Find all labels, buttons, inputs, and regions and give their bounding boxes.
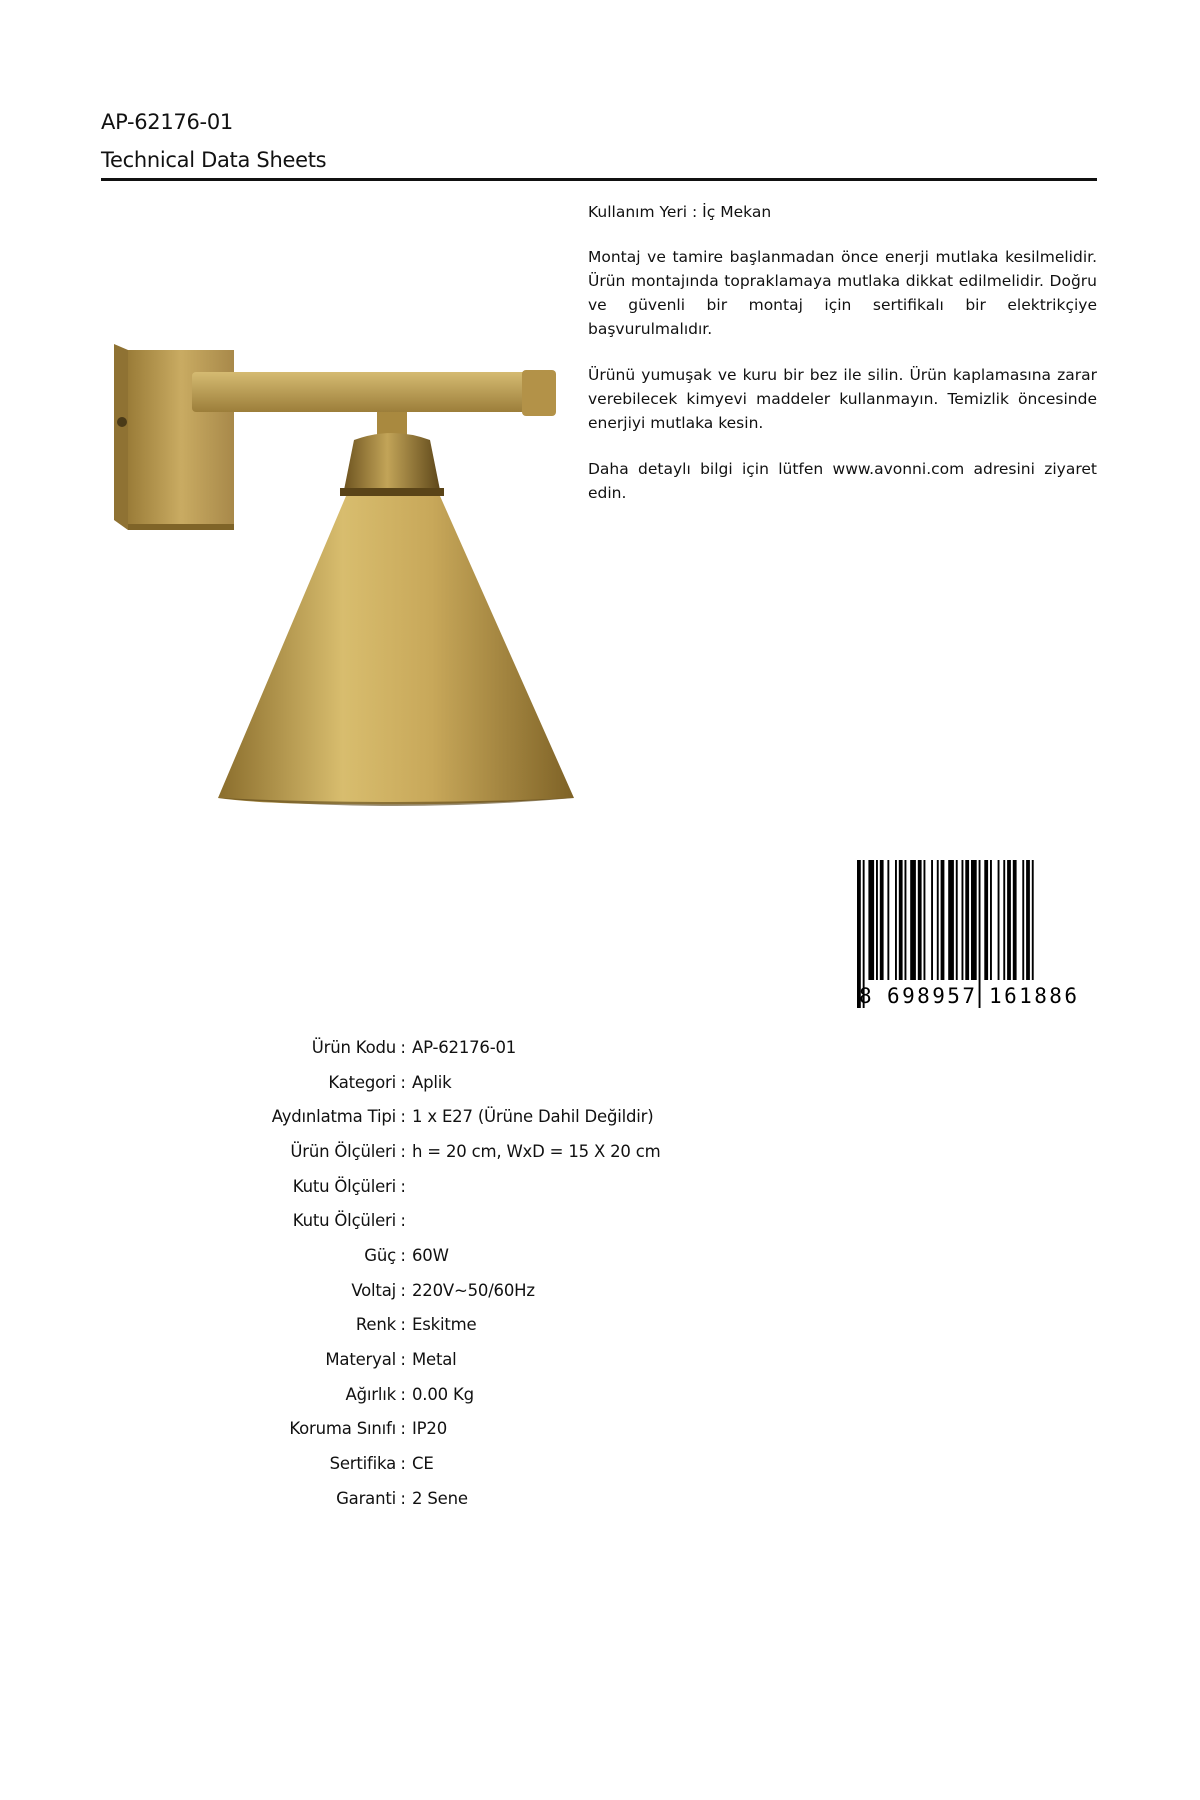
spec-separator: : bbox=[400, 1350, 406, 1370]
barcode-bar bbox=[937, 860, 939, 980]
spec-row bbox=[200, 1134, 760, 1169]
spec-row bbox=[200, 1412, 760, 1447]
barcode-bar bbox=[965, 860, 969, 980]
spec-separator: : bbox=[400, 1315, 406, 1335]
spec-value: IP20 bbox=[412, 1419, 448, 1439]
barcode-bar bbox=[1003, 860, 1005, 980]
spec-value: 2 Sene bbox=[412, 1488, 468, 1508]
spec-label: Renk bbox=[355, 1315, 396, 1335]
spec-row bbox=[200, 1099, 760, 1134]
barcode-bar bbox=[880, 860, 884, 980]
spec-label: Voltaj bbox=[351, 1280, 396, 1300]
barcode-bar bbox=[905, 860, 907, 980]
barcode-bar bbox=[876, 860, 878, 980]
spec-row bbox=[200, 1273, 760, 1308]
spec-separator: : bbox=[400, 1280, 406, 1300]
spec-row bbox=[200, 1065, 760, 1100]
spec-row bbox=[200, 1481, 760, 1516]
spec-label: Kutu Ölçüleri bbox=[292, 1176, 396, 1196]
spec-label: Materyal bbox=[325, 1350, 396, 1370]
barcode-bar bbox=[956, 860, 958, 980]
spec-value: 0.00 Kg bbox=[412, 1384, 474, 1404]
safety-paragraph: Montaj ve tamire başlanmadan önce enerji mutlaka kesilmelidir. Ürün montajında topraklamaya mutlaka dikkat edilmelidir. Doğru ve güvenli bir montaj için sertifikalı bir elektrikçiye başvurulmalıdır. bbox=[588, 248, 1097, 338]
barcode-bar bbox=[998, 860, 1000, 980]
spec-row bbox=[200, 1169, 760, 1204]
barcode-bar bbox=[924, 860, 926, 980]
spec-separator: : bbox=[400, 1037, 406, 1057]
spec-row bbox=[200, 1238, 760, 1273]
barcode-bar bbox=[990, 860, 992, 980]
spec-value: Metal bbox=[412, 1350, 457, 1370]
barcode-digits-left: 698957 bbox=[887, 984, 975, 1008]
barcode-bar bbox=[971, 860, 977, 980]
spec-label: Kategori bbox=[328, 1072, 396, 1092]
barcode-bar bbox=[899, 860, 903, 980]
wall-plate bbox=[114, 344, 234, 530]
spec-separator: : bbox=[400, 1384, 406, 1404]
product-image bbox=[100, 330, 580, 820]
spec-label: Güç bbox=[364, 1245, 396, 1265]
spec-table bbox=[200, 1030, 760, 1516]
barcode-bar bbox=[1007, 860, 1011, 980]
barcode-bar bbox=[895, 860, 897, 980]
barcode-bar bbox=[941, 860, 945, 980]
header-divider bbox=[101, 178, 1097, 181]
spec-separator: : bbox=[400, 1454, 406, 1474]
spec-separator: : bbox=[400, 1072, 406, 1092]
barcode-digits-right: 161886 bbox=[989, 984, 1077, 1008]
spec-separator: : bbox=[400, 1419, 406, 1439]
spec-row bbox=[200, 1308, 760, 1343]
spec-label: Sertifika bbox=[329, 1454, 396, 1474]
spec-separator: : bbox=[400, 1176, 406, 1196]
barcode-bar bbox=[1026, 860, 1030, 980]
barcode-bar bbox=[948, 860, 954, 980]
spec-row bbox=[200, 1446, 760, 1481]
barcode-bar bbox=[910, 860, 916, 980]
barcode-bar bbox=[931, 860, 933, 980]
usage-location: Kullanım Yeri : İç Mekan bbox=[588, 203, 772, 221]
info-block bbox=[588, 200, 1097, 527]
spec-value: 220V~50/60Hz bbox=[412, 1280, 535, 1300]
barcode bbox=[857, 860, 1097, 1008]
spec-label: Garanti bbox=[336, 1488, 396, 1508]
spec-label: Kutu Ölçüleri bbox=[292, 1211, 396, 1231]
spec-value: Aplik bbox=[412, 1072, 452, 1092]
barcode-bar bbox=[979, 860, 981, 1008]
website-paragraph: Daha detaylı bilgi için lütfen www.avonni.com adresini ziyaret edin. bbox=[588, 460, 1097, 502]
lamp-shade bbox=[218, 496, 574, 806]
spec-label: Aydınlatma Tipi bbox=[271, 1107, 396, 1127]
spec-label: Ürün Ölçüleri bbox=[290, 1141, 396, 1161]
spec-row bbox=[200, 1203, 760, 1238]
product-code: AP-62176-01 bbox=[101, 110, 233, 134]
barcode-bar bbox=[1022, 860, 1024, 980]
spec-separator: : bbox=[400, 1211, 406, 1231]
spec-label: Ürün Kodu bbox=[311, 1037, 396, 1057]
spec-value: 60W bbox=[412, 1245, 449, 1265]
barcode-bar bbox=[1032, 860, 1034, 980]
barcode-bar bbox=[962, 860, 964, 980]
document-subtitle: Technical Data Sheets bbox=[101, 148, 327, 172]
barcode-bar bbox=[887, 860, 889, 980]
lamp-arm bbox=[192, 370, 556, 416]
spec-row bbox=[200, 1342, 760, 1377]
spec-label: Ağırlık bbox=[345, 1384, 396, 1404]
spec-separator: : bbox=[400, 1245, 406, 1265]
spec-value: 1 x E27 (Ürüne Dahil Değildir) bbox=[412, 1107, 654, 1127]
barcode-bar bbox=[984, 860, 988, 980]
spec-separator: : bbox=[400, 1141, 406, 1161]
spec-value: CE bbox=[412, 1454, 434, 1474]
spec-separator: : bbox=[400, 1488, 406, 1508]
spec-value: h = 20 cm, WxD = 15 X 20 cm bbox=[412, 1141, 661, 1161]
barcode-bar bbox=[1013, 860, 1017, 980]
spec-label: Koruma Sınıfı bbox=[289, 1419, 396, 1439]
spec-row bbox=[200, 1030, 760, 1065]
cleaning-paragraph: Ürünü yumuşak ve kuru bir bez ile silin. Ürün kaplamasına zarar verebilecek kimyevi maddeler kullanmayın. Temizlik öncesinde enerjiyi mutlaka kesin. bbox=[588, 366, 1097, 432]
barcode-bar bbox=[918, 860, 922, 980]
lamp-cap bbox=[340, 433, 444, 496]
spec-separator: : bbox=[400, 1107, 406, 1127]
barcode-digit-first: 8 bbox=[859, 984, 872, 1008]
spec-row bbox=[200, 1377, 760, 1412]
spec-value: Eskitme bbox=[412, 1315, 477, 1335]
spec-value: AP-62176-01 bbox=[412, 1037, 517, 1057]
barcode-bar bbox=[868, 860, 874, 980]
